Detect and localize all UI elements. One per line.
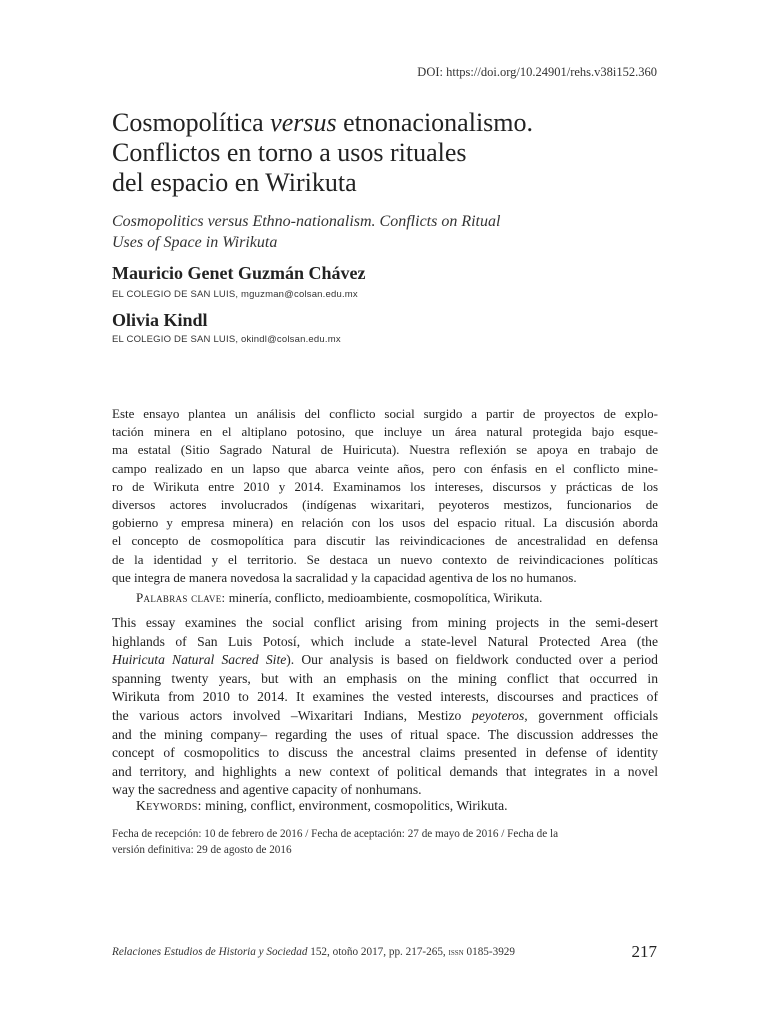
english-title-line-2: Uses of Space in Wirikuta bbox=[112, 234, 278, 251]
abstract-line: and the mining company– regarding the uses of ritual space. The discussion addresses the bbox=[112, 726, 658, 742]
author-email[interactable]: mguzman@colsan.edu.mx bbox=[241, 289, 358, 300]
abstract-line bbox=[112, 707, 658, 726]
abstract-line bbox=[112, 651, 658, 670]
author-name: Olivia Kindl bbox=[112, 310, 208, 330]
english-title-line-1: Cosmopolitics versus Ethno-nationalism. Conflicts on Ritual bbox=[112, 213, 501, 230]
english-title bbox=[112, 211, 632, 253]
title-line-2: Conflictos en torno a usos rituales bbox=[112, 138, 467, 167]
author-email[interactable]: okindl@colsan.edu.mx bbox=[241, 334, 341, 345]
keywords-label: Palabras clave: bbox=[136, 590, 226, 605]
abstract-line: el concepto de cosmopolítica para discutir las reivindicaciones de ancestralidad en defensa bbox=[112, 533, 658, 549]
author-name: Mauricio Genet Guzmán Chávez bbox=[112, 263, 366, 283]
publication-dates bbox=[112, 826, 658, 858]
abstract-line: tación minera en el altiplano potosino, que incluye un área natural protegida bajo esque- bbox=[112, 424, 658, 440]
abstract-text: , government officials bbox=[524, 707, 658, 723]
dates-line: Fecha de recepción: 10 de febrero de 2016 / Fecha de aceptación: 27 de mayo de 2016 / Fecha de la bbox=[112, 828, 559, 840]
abstract-line: Este ensayo plantea un análisis del conflicto social surgido a partir de proyectos de explo- bbox=[112, 406, 658, 421]
issn-label: issn bbox=[448, 947, 464, 958]
doi-link[interactable]: DOI: https://doi.org/10.24901/rehs.v38i152.360 bbox=[417, 65, 657, 79]
abstract-line: campo realizado en un lapso que abarca veinte años, pero con énfasis en el conflicto mine- bbox=[112, 460, 658, 476]
abstract-line: This essay examines the social conflict arising from mining projects in the semi-desert bbox=[112, 615, 658, 630]
keywords-text: mining, conflict, environment, cosmopolitics, Wirikuta. bbox=[201, 798, 508, 813]
institution: EL COLEGIO DE SAN LUIS, bbox=[112, 334, 239, 345]
abstract-text: the various actors involved –Wixaritari Indians, Mestizo bbox=[112, 707, 472, 723]
abstract-line: concept of cosmopolitics to discuss the ancestral claims presented in defense of identity bbox=[112, 745, 658, 761]
journal-footer bbox=[112, 946, 515, 958]
abstract-line: highlands of San Luis Potosí, which include a state-level Natural Protected Area (the bbox=[112, 633, 658, 649]
abstract-line: Wirikuta from 2010 to 2014. It examines the vested interests, discourses and practices of bbox=[112, 689, 658, 705]
keywords-english bbox=[136, 798, 508, 814]
abstract-line: que integra de manera novedosa la sacralidad y la capacidad agentiva de los no humanos. bbox=[112, 569, 577, 585]
abstract-line: way the sacredness and agentive capacity of nonhumans. bbox=[112, 782, 422, 798]
abstract-line: ma estatal (Sitio Sagrado Natural de Huiricuta). Nuestra reflexión se apoya en trabajo de bbox=[112, 442, 658, 458]
abstract-english bbox=[112, 614, 658, 800]
author-affiliation bbox=[112, 289, 358, 300]
abstract-line: and territory, and highlights a new context of political demands that integrates in a novel bbox=[112, 763, 658, 779]
keywords-text: minería, conflicto, medioambiente, cosmopolítica, Wirikuta. bbox=[225, 590, 543, 605]
title-text: Cosmopolítica bbox=[112, 108, 271, 137]
title-line-1 bbox=[112, 108, 672, 138]
title-emphasis: versus bbox=[270, 108, 337, 137]
issue-details: 152, otoño 2017, pp. 217-265, bbox=[307, 946, 449, 958]
institution: EL COLEGIO DE SAN LUIS, bbox=[112, 289, 239, 300]
title-line-3: del espacio en Wirikuta bbox=[112, 168, 357, 197]
keywords-spanish bbox=[136, 590, 542, 606]
abstract-line: de la identidad y el territorio. Se destaca un nuevo contexto de reivindicaciones políticas bbox=[112, 551, 658, 567]
article-title bbox=[112, 108, 672, 198]
abstract-line: ro de Wirikuta entre 2010 y 2014. Examinamos los intereses, discursos y prácticas de los bbox=[112, 478, 658, 494]
author-affiliation bbox=[112, 334, 341, 345]
site-name: Huiricuta Natural Sacred Site bbox=[112, 652, 287, 668]
abstract-line: spanning twenty years, but with an emphasis on the mining conflict that occurred in bbox=[112, 670, 658, 686]
issn-number: 0185-3929 bbox=[463, 946, 515, 958]
keywords-label: Keywords: bbox=[136, 798, 202, 813]
abstract-line: gobierno y empresa minera) en relación con los usos del espacio ritual. La discusión aborda bbox=[112, 515, 658, 531]
title-text: etnonacionalismo. bbox=[336, 108, 534, 137]
peyoteros-term: peyoteros bbox=[471, 707, 525, 723]
abstract-line: diversos actores involucrados (indígenas wixaritari, peyoteros mestizos, funcionarios de bbox=[112, 497, 658, 513]
dates-line: versión definitiva: 29 de agosto de 2016 bbox=[112, 844, 292, 856]
abstract-spanish bbox=[112, 405, 658, 587]
page-number: 217 bbox=[631, 942, 657, 961]
journal-name: Relaciones Estudios de Historia y Sociedad bbox=[112, 946, 308, 958]
abstract-text: ). Our analysis is based on fieldwork conducted over a period bbox=[286, 652, 658, 668]
